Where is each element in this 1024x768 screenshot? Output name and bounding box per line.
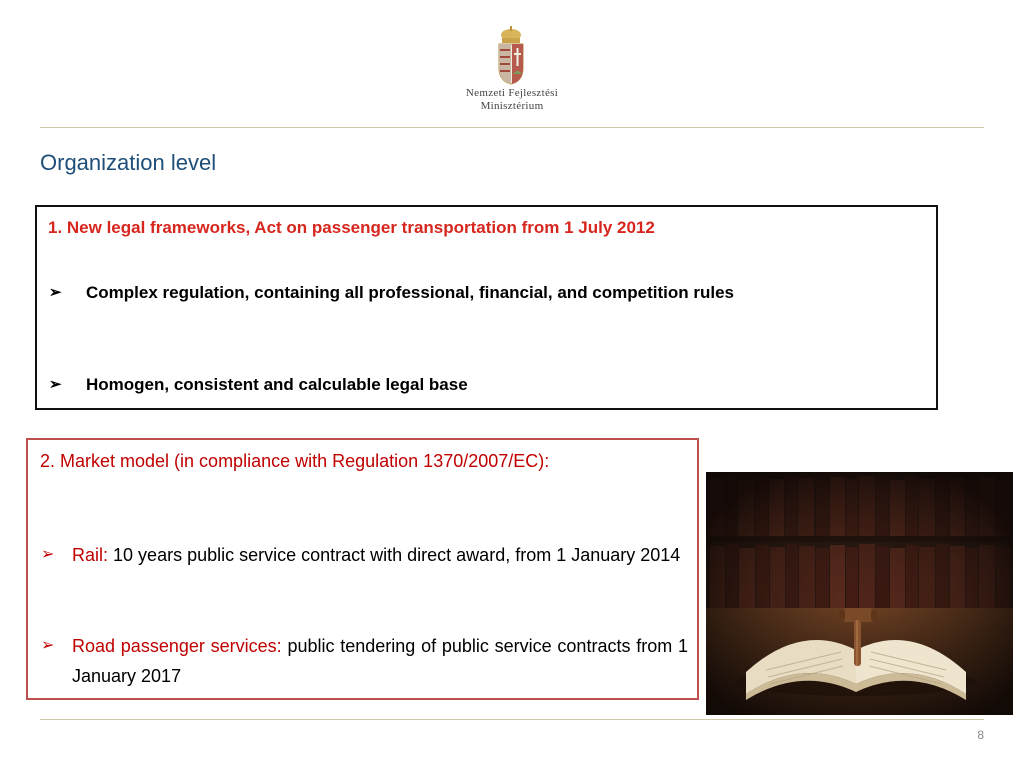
header-divider — [40, 127, 984, 128]
arrow-bullet-icon: ➢ — [49, 376, 62, 393]
bullet-text: Complex regulation, containing all professional, financial, and competition rules — [86, 283, 734, 302]
bullet-label: Rail: — [72, 545, 109, 565]
bullet-body: public tendering of public service contracts from 1 January 2017 — [72, 636, 688, 686]
page-number: 8 — [977, 728, 984, 742]
ministry-name — [400, 87, 624, 113]
law-book-and-gavel-icon — [706, 472, 1013, 715]
list-item — [41, 631, 688, 691]
legal-framework-box — [35, 205, 938, 410]
footer-divider — [40, 719, 984, 720]
market-model-box — [26, 438, 699, 700]
bullet-label: Road passenger services: — [72, 636, 282, 656]
slide-heading: Organization level — [40, 150, 217, 175]
arrow-bullet-icon: ➢ — [49, 284, 62, 301]
arrow-bullet-icon: ➢ — [41, 546, 55, 563]
list-item — [41, 540, 688, 570]
bullet-text — [72, 631, 688, 691]
ministry-name-line1: Nemzeti Fejlesztési — [465, 87, 559, 99]
list-item — [49, 371, 926, 398]
hungarian-coat-of-arms-icon — [493, 26, 529, 86]
legal-framework-title: 1. New legal frameworks, Act on passenger transportation from 1 July 2012 — [48, 218, 655, 237]
ministry-name-line2: Minisztérium — [480, 100, 544, 112]
bullet-text: Homogen, consistent and calculable legal base — [86, 375, 468, 394]
bullet-text — [72, 540, 688, 570]
arrow-bullet-icon: ➢ — [41, 637, 55, 654]
list-item — [49, 279, 926, 306]
bullet-body: 10 years public service contract with direct award, from 1 January 2014 — [113, 545, 681, 565]
market-model-title: 2. Market model (in compliance with Regulation 1370/2007/EC): — [40, 451, 550, 471]
